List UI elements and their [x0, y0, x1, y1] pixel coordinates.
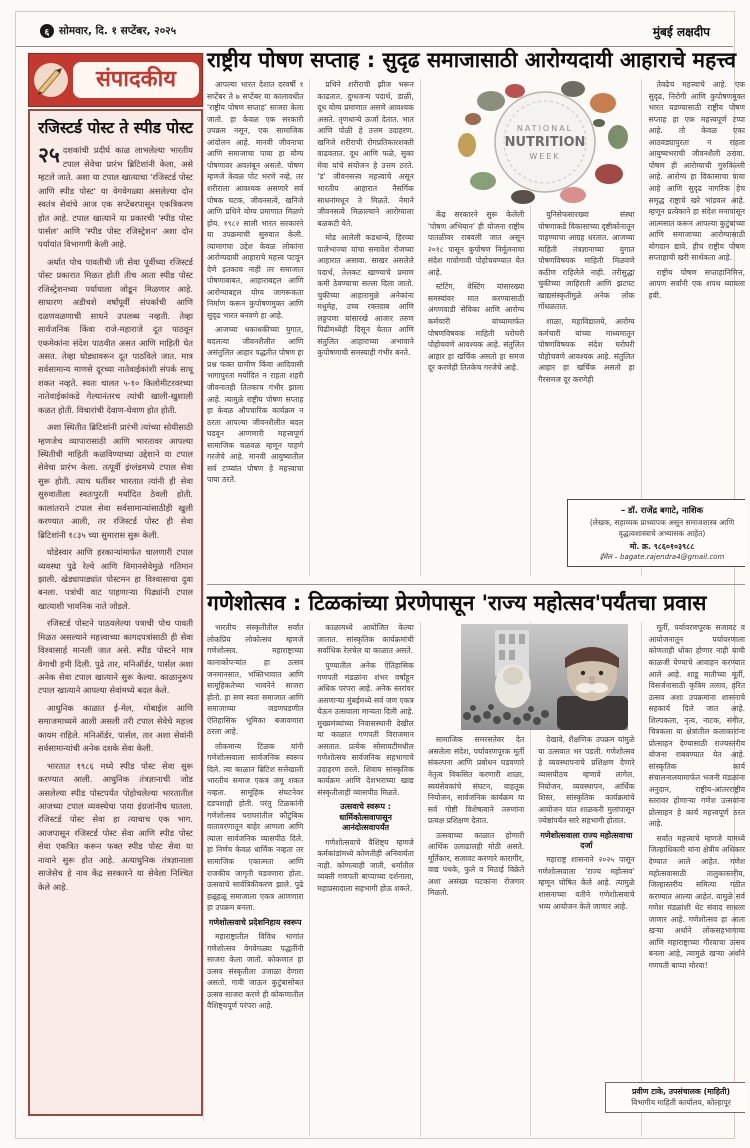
- drop-cap: २५: [38, 143, 60, 168]
- body-paragraph: भारतीय संस्कृतीतील सर्वांत लोकप्रिय लोकोत्सव म्हणजे गणेशोत्सव. महाराष्ट्राच्या कानाकोपऱ्यांत हा उत्सव जनमानसात, भक्तिभावात आणि सामूहिकतेच्या भावनेने साजरा होतो. हा सण स्वतः समाजात आणि समाजाच्या जडणघडणीत ऐतिहासिक भूमिका बजावणारा ठरला आहे.: [207, 623, 304, 737]
- body-paragraph: आपल्या भारत देशात दरवर्षी १ सप्टेंबर ते ७ सप्टेंबर या कालावधीत 'राष्ट्रीय पोषण सप्ताह' साजरा केला जातो. हा केवळ एक सरकारी उपक्रम नसून, एक सामाजिक आंदोलन आहे. मानवी जीवनाचा आणि समाजाचा पाया हा योग्य पोषणावर अवलंबून असतो. पोषण म्हणजे केवळ पोट भरणे नव्हे, तर शरीराला आवश्यक असणारे सर्व पोषक घटक, जीवनसत्वे, खनिजे आणि प्रथिने योग्य प्रमाणात मिळणे होय. १९८२ साली भारत सरकारने या उपक्रमाची सुरुवात केली. त्यामागचा उद्देश केवळ लोकांना आरोग्यदायी आहाराचे महत्त्व पटवून देणे इतकाच नाही तर समाजात पोषणाबाबत, आहाराबद्दल आणि आरोग्याबद्दल योग्य जागरूकता निर्माण करून कुपोषणमुक्त आणि सुदृढ भारत बनवणे हा आहे.: [207, 80, 304, 320]
- reporter-credit-box: [605, 1082, 745, 1113]
- body-paragraph: केंद्र सरकारने सुरू केलेली 'पोषण अभियान' ही योजना राष्ट्रीय पातळीवर राबवली जात असून २०१८ पासून कुपोषण निर्मूलनाचा संदेश गावोगावी पोहोचवण्यात येत आहे.: [427, 210, 525, 277]
- reporter-organisation: विभागीय माहिती कार्यालय, कोल्हापूर: [631, 1098, 731, 1108]
- article-ganeshotsav: [207, 591, 745, 1137]
- body-paragraph: शाळा, महाविद्यालये, आरोग्य कर्मचारी यांच्या माध्यमातून पोषणविषयक संदेश घरोघरी पोहोचवणे आवश्यक आहे. संतुलित आहार हा खर्चिक असतो हा गैरसमज दूर करणेही: [538, 316, 635, 384]
- article1-column-2: [317, 79, 420, 576]
- subheading: उत्सवाचे स्वरूप : धार्मिकोत्सवापासून आनंदोत्सवापर्यंत: [339, 802, 392, 833]
- article1-body: [207, 79, 745, 576]
- date-text: सोमवार, दि. १ सप्टेंबर, २०२५: [59, 25, 177, 37]
- body-paragraph: गणेशोत्सवाचे वैशिष्ट्य म्हणजे कर्मकांडांमध्ये कोणतीही अनिवार्यता नाही. कोणत्याही जाती, धर्मांतील व्यक्ती गणपती बाप्पाच्या दर्शनाला, महाप्रसादाला सहभागी होऊ शकते.: [317, 837, 414, 893]
- article1-headline: राष्ट्रीय पोषण सप्ताह : सुदृढ समाजासाठी आरोग्यदायी आहाराचे महत्त्व: [207, 48, 737, 72]
- body-paragraph: स्टंटिंग, वेस्टिंग यांसारख्या समस्यांवर मात करण्यासाठी अंगणवाडी सेविका आणि आरोग्य कर्मचारी यांच्यामार्फत पोषणविषयक माहिती घरोघरी पोहोचवणे आवश्यक आहे. संतुलित आहार हा खर्चिक असतो हा समज दूर करणेही तितकेच गरजेचे आहे.: [427, 282, 525, 373]
- nutrition-text-week: WEEK: [529, 152, 561, 162]
- editorial-masthead: [28, 53, 203, 107]
- body-paragraph: आजच्या धकाधकीच्या युगात, बदलत्या जीवनशैलीत आणि असंतुलित आहार पद्धतीत पोषण हा प्रश्न फक्त ग्रामीण किंवा आदिवासी भागापुरता मर्यादित न राहता शहरी जीवनातही तितकाच गंभीर झाला आहे. त्यामुळे राष्ट्रीय पोषण सप्ताह हा केवळ औपचारिक कार्यक्रम न ठरता आपल्या जीवनशैलीत बदल घडवून आणणारी महत्त्वपूर्ण सामाजिक चळवळ म्हणून पाहणे गरजेचे आहे. मानवी आयुष्यातील सर्व टप्प्यांत पोषण हे महत्त्वाचा पाया ठरते.: [207, 325, 304, 485]
- nutrition-text-nutrition: NUTRITION: [504, 135, 586, 151]
- editorial-column: [28, 53, 203, 1116]
- editorial-text: [38, 144, 193, 894]
- body-paragraph: अशा स्थितीत ब्रिटिशांनी प्रारंभी त्यांच्या सोयीसाठी म्हणजेच व्यापारासाठी आणि भारतावर आपल्या स्थितीची माहिती कळविण्याच्या उद्देशाने या टपाल सेवेचा प्रारंभ केला. तत्पूर्वी इंग्लंडमध्ये टपाल सेवा सुरू होती. त्याच धर्तीवर भारतात त्यांनी ही सेवा सुरुवातीला स्वतःपुरती मर्यादित ठेवली होती. कालांतराने टपाल सेवा सर्वसामान्यांसाठीही खुली करण्यात आली, तर रजिस्टर्ड पोस्ट ही सेवा ब्रिटिशांनी १८३५ च्या सुमारास सुरू केली.: [38, 422, 193, 540]
- subheading: गणेशोत्सवाचे प्रदेशनिहाय स्वरूप: [208, 917, 302, 927]
- body-paragraph: सर्वांत महत्त्वाचे म्हणजे यामध्ये जिल्हाधिकारी यांना क्षेत्रीय अधिकार देण्यात आले आहेत. गणेश महोत्सवासाठी तालुकास्तरीय, जिल्हास्तरीय समित्या गठीत करण्यात आल्या आहेत. यामुळे सर्व गणेश मंडळांशी थेट संवाद साधला जाणार आहे. गणेशोत्सव हा आता खऱ्या अर्थाने लोकसहभागाचा आणि महाराष्ट्राच्या गौरवाचा उत्सव बनला आहे, त्यामुळे खऱ्या अर्थाने गणपती बाप्पा मोरया!: [648, 833, 745, 970]
- body-paragraph: अर्थात पोच पावतीची जी सेवा पूर्वीच्या रजिस्टर्ड पोस्ट प्रकारात मिळत होती तीच आता स्पीड पोस्ट रजिस्ट्रेशनच्या पर्यायाला जोडून मिळणार आहे. साधारण अडीचशे वर्षांपूर्वी संपर्काची आणि दळणवळणाची साधने उपलब्ध नव्हती. तेव्हा सार्वजनिक किंवा राजे-महाराजे दूत पाठवून एकमेकांना संदेश पाठवीत असत आणि माहिती घेत असत. तेव्हा घोड्यावरून दूत पाठविले जात. मात्र सर्वसामान्य माणसे दूरच्या नातेवाईकांशी संपर्क साधू शकत नव्हते. स्वतः चालत ५-१० किलोमीटरवरच्या नातेवाईकांकडे गेल्यानंतरच त्यांची खाली-खुशाली कळत होती. विचारांची देवाण-घेवाण होत होती.: [38, 256, 193, 415]
- author-name: – डॉ. राजेंद्र बगाटे, नाशिक: [620, 505, 704, 516]
- author-byline-box: [567, 499, 745, 567]
- body-paragraph: राष्ट्रीय पोषण सप्ताहानिमित्त, आपण सर्वांनी एक शपथ घ्यायला हवी.: [648, 267, 745, 300]
- article2-column-2: [317, 622, 420, 1137]
- editorial-headline: रजिस्टर्ड पोस्ट ते स्पीड पोस्ट: [38, 119, 193, 137]
- article1-column-1: [207, 79, 310, 576]
- article2-body: [207, 622, 745, 1137]
- body-paragraph: भारतात १९८६ मध्ये स्पीड पोस्ट सेवा सुरू करण्यात आली. आधुनिक तंत्रज्ञानाची जोड असलेल्या स्पीड पोस्टपर्यंत पोहोचलेल्या भारतातील आजच्या टपाल व्यवस्थेचा पाया इंग्रजांनीच घातला. रजिस्टर्ड पोस्ट सेवा हा त्याचाच एक भाग. आजपासून रजिस्टर्ड पोस्ट सेवा आणि स्पीड पोस्ट सेवा एकत्रित करून फक्त स्पीड पोस्ट सेवा या नावाने सुरू होत आहे. अत्याधुनिक तंत्रज्ञानाला साजेसेच हे नाव केंद्र सरकारने या सेवेला निश्चित केले आहे.: [38, 760, 193, 892]
- article2-headline: गणेशोत्सव : टिळकांच्या प्रेरणेपासून 'राज्य महोत्सव'पर्यंतचा प्रवास: [207, 591, 707, 616]
- body-paragraph: देखावे, शैक्षणिक उपक्रम यांमुळे या उत्सवात भर पडली. गणेशोत्सव हे व्यवस्थापनाचे प्रशिक्षण देणारे व्यासपीठच म्हणावे लागेल. नियोजन, व्यवस्थापन, आर्थिक शिस्त, सांस्कृतिक कार्यक्रमांचे आयोजन यांत शाळकरी मुलांपासून ज्येष्ठांपर्यंत सारे सहभागी होतात.: [538, 735, 635, 826]
- article2-column-1: [207, 622, 310, 1137]
- page-header: [40, 20, 710, 42]
- subheading: गणेशोत्सवाला राज्य महोत्सवाचा दर्जा: [540, 830, 633, 851]
- editorial-section-title: संपादकीय: [95, 67, 177, 92]
- body-paragraph: महाराष्ट्र शासनाने २०२५ पासून गणेशोत्सवाला 'राज्य महोत्सव' म्हणून घोषित केले आहे. त्यामुळे शासनाच्या वतीने गणेशोत्सवाचे भव्य आयोजन केले जाणार आहे.: [538, 855, 635, 911]
- main-content: [207, 46, 745, 1137]
- ganeshotsav-procession-photo: [461, 624, 628, 730]
- body-paragraph: दशकांची प्रदीर्घ काळ लाभलेल्या भारतीय टपाल सेवेचा प्रारंभ ब्रिटिशांनी केला, असे म्हटले जाते. अशा या टपाल खात्याचा 'रजिस्टर्ड पोस्ट आणि स्पीड पोस्ट' या वेगवेगळ्या असलेल्या दोन स्वतंत्र सेवांचे आज एक सप्टेंबरपासून एकत्रिकरण होत आहे. टपाल खात्याने या प्रकारची 'स्पीड पोस्ट पार्सल' आणि 'स्पीड पोस्ट रजिस्ट्रेशन' अशा दोन पर्यायांत विभागणी केली आहे.: [38, 145, 193, 250]
- body-paragraph: आधुनिक काळात ई-मेल, मोबाईल आणि समाजमाध्यमे आली असली तरी टपाल सेवेचे महत्त्व कायम राहिले. मनिऑर्डर, पार्सल, तार अशा सेवांनी सर्वसामान्यांची अनेक दशके सेवा केली.: [38, 702, 193, 754]
- editorial-masthead-panel: [73, 62, 199, 98]
- body-paragraph: महाराष्ट्रातील विविध भागांत गणेशोत्सव वेगवेगळ्या पद्धतींनी साजरा केला जातो. कोकणात हा उत्सव संस्कृतीला उजाळा देणारा असतो. गावी जाऊन कुटुंबासोबत उत्सव साजरा करणे ही कोकणातील वैशिष्ट्यपूर्ण परंपरा आहे.: [207, 932, 304, 1011]
- nutrition-text-national: NATIONAL: [516, 124, 574, 134]
- body-paragraph: उत्सवाच्या काळात होणारी आर्थिक उलाढालही मोठी असते. मूर्तिकार, सजावट करणारे कारागीर, वाद्य पथके, फुले व मिठाई विक्रेते अशा असंख्य घटकांना रोजगार मिळतो.: [427, 830, 525, 898]
- article-divider-rule: [207, 584, 745, 585]
- body-paragraph: रजिस्टर्ड पोस्टने पाठवलेल्या पत्राची पोच पावती मिळत असल्याने महत्त्वाच्या कागदपत्रांसाठी ही सेवा विश्वासार्ह मानली जात असे. स्पीड पोस्टने मात्र वेगाची हमी दिली. पुढे तार, मनिऑर्डर, पार्सल अशा अनेक सेवा टपाल खात्याने सुरू केल्या. काळानुरूप टपाल खात्याने आपल्या सेवांमध्ये बदल केले.: [38, 618, 193, 696]
- author-role: (लेखक, सहाय्यक प्राध्यापक असून समाजशास्त्र आणि वृद्धत्वशास्त्राचे अभ्यासक आहेत): [589, 518, 735, 539]
- article2-column-5: [649, 622, 745, 1137]
- newspaper-brand: मुंबई लक्षदीप: [652, 24, 710, 39]
- article-nutrition-week: [207, 48, 745, 576]
- editorial-body: [28, 109, 203, 1116]
- author-phone: मो. क्र. ९८६०१०३९८८: [629, 541, 695, 551]
- body-paragraph: युनिसेफसारख्या संस्था पोषणाकडे विकासाच्या दृष्टीकोनातून पाहण्याचा आग्रह धरतात. आजच्या माहिती तंत्रज्ञानाच्या युगात पोषणविषयक माहिती मिळवणे कठीण राहिलेले नाही. तरीसुद्धा चुकीच्या जाहिराती आणि झटपट खाद्यसंस्कृतीमुळे अनेक लोक गोंधळतात.: [538, 210, 635, 312]
- body-paragraph: पुण्यातील अनेक ऐतिहासिक गणपती मंडळांना शंभर वर्षांहून अधिक परंपरा आहे. अनेक स्तरांवर असणाऱ्या मुंबईमध्ये सर्व जण एकत्र येऊन उत्सवाला मान्यता दिली आहे. मुख्यमंत्र्यांच्या निवासस्थानी देखील या काळात गणपती विराजमान असतात. प्रत्येक सोसायटीमधील गणेशोत्सव सार्वजनिक सहभागाचे उदाहरण ठरले. शिवाय सांस्कृतिक कार्यक्रम आणि देशभराच्या खाद्य संस्कृतीलाही व्यासपीठ मिळते.: [317, 660, 414, 797]
- body-paragraph: काळामध्ये आयोजित केल्या जातात. सांस्कृतिक कार्यक्रमांची सर्वाधिक रेलचेल या काळात असते.: [317, 623, 414, 656]
- body-paragraph: तेवढेच महत्त्वाचे आहे. एक सुदृढ, निरोगी आणि कुपोषणमुक्त भारत घडण्यासाठी राष्ट्रीय पोषण सप्ताह हा एक महत्त्वपूर्ण टप्पा आहे. तो केवळ एका आठवड्यापुरता न राहता आयुष्यभराची जीवनशैली ठरावा. पोषण ही आरोग्याची गुरुकिल्ली आहे. आरोग्य हा विकासाचा पाया आहे आणि सुदृढ नागरिक हेच समृद्ध राष्ट्राचे खरे भांडवल आहे. म्हणून प्रत्येकाने हा संदेश मनापासून आत्मसात करून आपल्या कुटुंबाच्या आणि समाजाच्या आरोग्यासाठी योगदान द्यावे. हीच राष्ट्रीय पोषण सप्ताहाची खरी सार्थकता आहे.: [648, 80, 745, 263]
- body-paragraph: मूर्ती, पर्यावरणपूरक सजावट व आयोजनातून पर्यावरणाला कोणताही धोका होणार नाही याची काळजी घेण्याचे आवाहन करण्यात आले आहे. शाडू मातीच्या मूर्ती, विसर्जनासाठी कृत्रिम तलाव, हरित उत्सव अशा उपक्रमांना शासनाचे सहकार्य दिले जात आहे. शिल्पकला, नृत्य, नाटक, संगीत, चित्रकला या क्षेत्रांतील कलाकारांना प्रोत्साहन देण्यासाठी राज्यस्तरीय योजना राबवण्यात येत आहे. सांस्कृतिक कार्य संचालनालयामार्फत भजनी मंडळांना अनुदान, राष्ट्रीय-आंतरराष्ट्रीय स्तरावर होणाऱ्या गणेश उत्सवांना प्रोत्साहन हे कार्य महत्त्वपूर्ण ठरत आहे.: [648, 623, 745, 829]
- body-paragraph: सामाजिक समरसतेवर देत असलेला संदेश, पर्यावरणपूरक मूर्ती संकल्पना आणि प्रबोधन घडवणारे नेतृत्व विकसित करणारी शाळा, स्वयंसेवकांचे संघटन, वाहतूक नियोजन, सार्वजनिक कार्यक्रम या सर्व गोष्टी विशेषत्वाने तरुणांना प्रत्यक्ष प्रशिक्षण देतात.: [427, 735, 525, 826]
- body-paragraph: घोडेस्वार आणि हरकाऱ्यांमार्फत चालणारी टपाल व्यवस्था पुढे रेल्वे आणि विमानसेवेमुळे गतिमान झाली. खेड्यापाड्यांत पोस्टमन हा विश्वासाचा दुवा बनला. पत्रांची वाट पाहणाऱ्या पिढ्यांनी टपाल खात्याशी भावनिक नाते जोडले.: [38, 547, 193, 611]
- body-paragraph: मोड आलेली कडधान्ये, हिरव्या पालेभाज्या यांचा समावेश रोजच्या आहारात असावा. साखर असलेले पदार्थ, तेलकट खाण्याचे प्रमाण कमी ठेवण्याचा सल्ला दिला जातो. चुकीच्या आहारामुळे अनेकांना मधुमेह, उच्च रक्तदाब आणि लठ्ठपणा यांसारखे आजार तरुण पिढीमध्येही दिसून येतात आणि संतुलित आहाराच्या अभावाने कुपोषणाची समस्याही गंभीर बनते.: [317, 233, 414, 358]
- author-email[interactable]: ईमेल – bagate.rajendra4@gmail.com: [599, 552, 725, 561]
- column-separator-rule: [203, 52, 204, 1122]
- body-paragraph: प्रथिने शरीराची झीज भरून काढतात. दुग्धजन्य पदार्थ, डाळी, दूध योग्य प्रमाणात असणे आवश्यक असते. तृणधान्ये ऊर्जा देतात. भात आणि पोळी हे उत्तम उदाहरण. खनिजे शरीराची रोगप्रतिकारशक्ती वाढवतात. दूध आणि फळे, सुका मेवा यांचे संयोजन हे उत्तम ठरते. 'ड' जीवनसत्त्व महत्त्वाचे असून भारतीय आहारात नैसर्गिक साधनांमधून ते मिळते. नेमाने जीवनसत्वे मिळाल्याने आरोग्याला बळकटी येते.: [317, 80, 414, 228]
- page-number-badge: ६: [40, 24, 54, 38]
- reporter-name: प्रवीण टाके, उपसंचालक (माहिती): [631, 1087, 731, 1097]
- body-paragraph: लोकमान्य टिळक यांनी गणेशोत्सवाला सार्वजनिक स्वरूप दिले. त्या काळात ब्रिटिश सत्तेखाली भारतीय समाज एकत्र जमू शकत नव्हता. सामूहिक संघटनेवर दडपशाही होती. परंतु टिळकांनी गणेशोत्सव घराघरांतील कौटुंबिक वातावरणातून बाहेर आणला आणि त्याला सार्वजनिक व्यासपीठ दिले. हा निर्णय केवळ धार्मिक नव्हता तर सामाजिक एकात्मता आणि राजकीय जागृती घडवणारा होता. उत्सवाचे सार्वत्रिकीकरण झाले. पुढे हळूहळू समाजाला एकत्र आणणारा हा उपक्रम बनला.: [207, 741, 304, 913]
- writing-hand-icon: [32, 61, 70, 99]
- nutrition-week-illustration: [453, 79, 637, 205]
